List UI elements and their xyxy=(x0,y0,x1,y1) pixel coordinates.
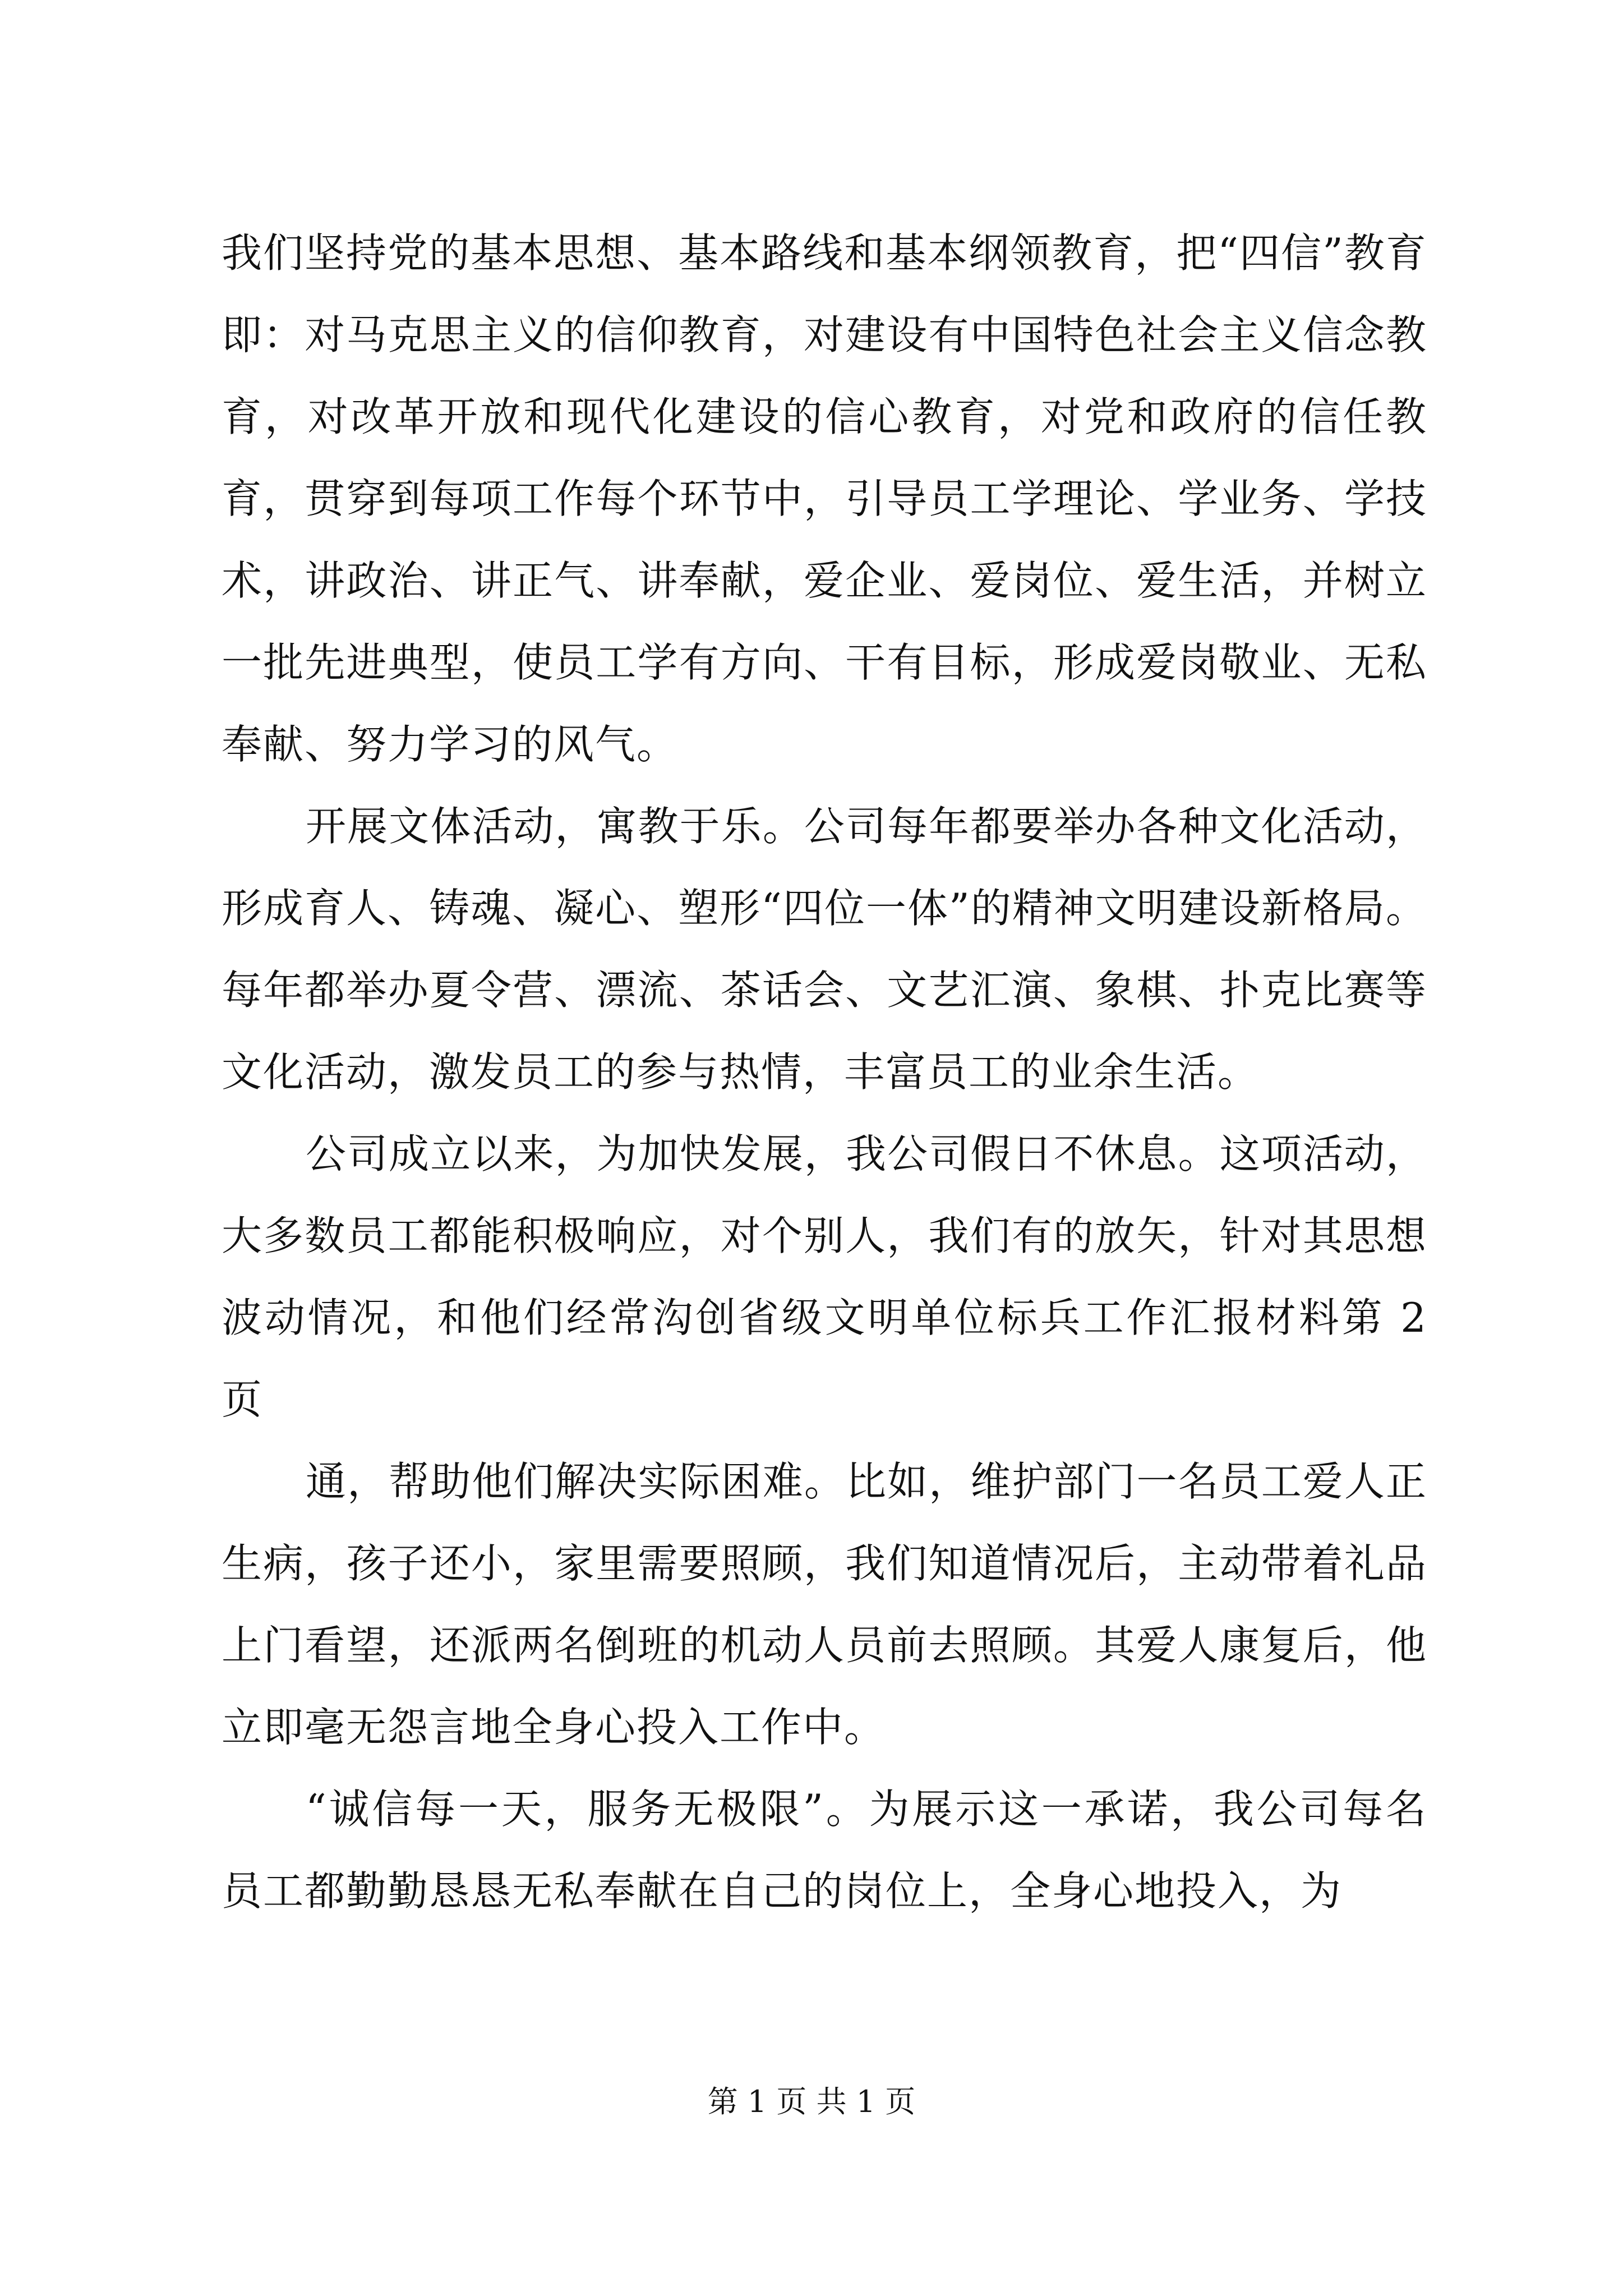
paragraph-1: 我们坚持党的基本思想、基本路线和基本纲领教育，把“四信”教育即：对马克思主义的信仰教育，对建设有中国特色社会主义信念教育，对改革开放和现代化建设的信心教育，对党和政府的信任教育，贯穿到每项工作每个环节中，引导员工学理论、学业务、学技术，讲政治、讲正气、讲奉献，爱企业、爱岗位、爱生活，并树立一批先进典型，使员工学有方向、干有目标，形成爱岗敬业、无私奉献、努力学习的风气。 xyxy=(222,229,1427,768)
page-number-footer: 第 1 页 共 1 页 xyxy=(707,2084,916,2119)
document-body xyxy=(222,212,1427,1932)
paragraph-4: 通，帮助他们解决实际困难。比如，维护部门一名员工爱人正生病，孩子还小，家里需要照顾，我们知道情况后，主动带着礼品上门看望，还派两名倒班的机动人员前去照顾。其爱人康复后，他立即毫无怨言地全身心投入工作中。 xyxy=(222,1458,1427,1751)
paragraph-2: 开展文体活动，寓教于乐。公司每年都要举办各种文化活动，形成育人、铸魂、凝心、塑形“四位一体”的精神文明建设新格局。每年都举办夏令营、漂流、茶话会、文艺汇演、象棋、扑克比赛等文化活动，激发员工的参与热情，丰富员工的业余生活。 xyxy=(222,803,1427,1096)
paragraph-5: “诚信每一天，服务无极限”。为展示这一承诺，我公司每名员工都勤勤恳恳无私奉献在自己的岗位上，全身心地投入，为 xyxy=(222,1786,1427,1915)
paragraph-3: 公司成立以来，为加快发展，我公司假日不休息。这项活动，大多数员工都能积极响应，对个别人，我们有的放矢，针对其思想波动情况，和他们经常沟创省级文明单位标兵工作汇报材料第 2 页 xyxy=(222,1130,1427,1423)
